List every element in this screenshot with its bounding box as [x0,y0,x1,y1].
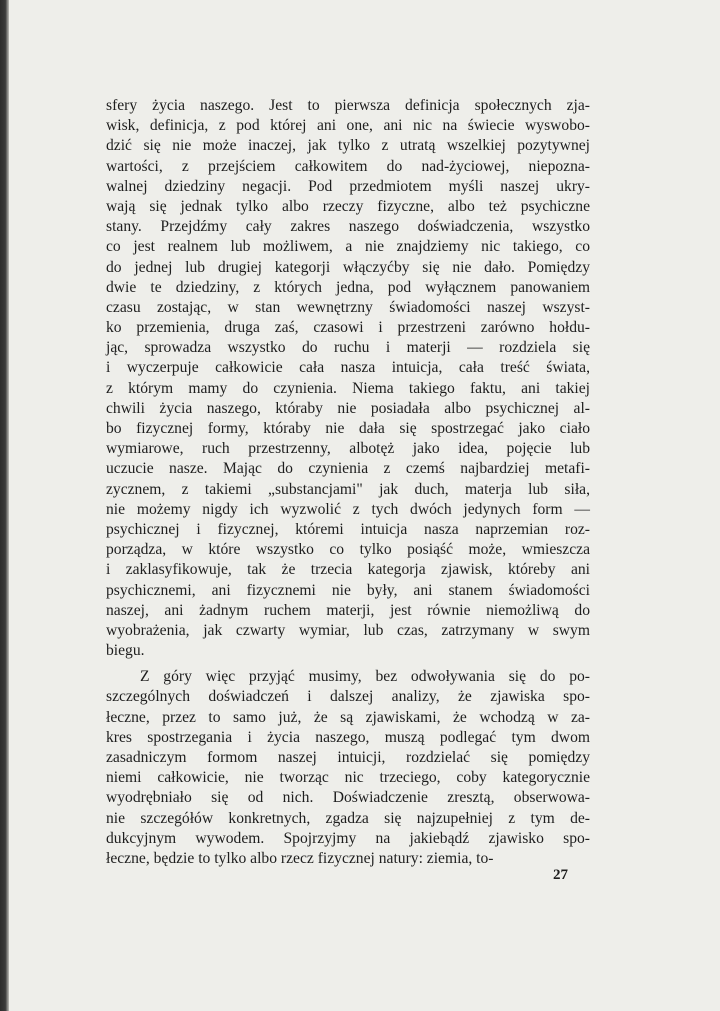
text-line: zasadniczym formom naszej intuicji, rozdzielać się pomiędzy [106,749,590,766]
text-line: kres spostrzegania i życia naszego, muszą podlegać tym dwom [106,728,590,746]
paragraph [106,667,590,869]
text-line: uczucie nasze. Mając do czynienia z czemś najbardziej metafi- [106,460,590,478]
text-line: psychicznemi, ani fizycznemi nie były, ani stanem świadomości [106,581,590,599]
text-line: do jednej lub drugiej kategorji włączyćby się nie dało. Pomiędzy [106,258,590,276]
text-line: biegu. [106,642,145,660]
text-line: sfery życia naszego. Jest to pierwsza definicja społecznych zja- [106,97,590,114]
text-line: wyobrażenia, jak czwarty wymiar, lub czas, zatrzymany w swym [106,621,590,639]
text-line: bo fizycznej formy, któraby nie dała się spostrzegać jako ciało [106,420,590,437]
text-line: i zaklasyfikowuje, tak że trzecia kategorja zjawisk, któreby ani [106,561,590,579]
page-number: 27 [553,867,568,883]
text-line: szczególnych doświadczeń i dalszej analizy, że zjawiska spo- [106,688,590,706]
text-line: dwie te dziedziny, z których jedna, pod wyłącznem panowaniem [106,278,590,296]
text-line: walnej dziedziny negacji. Pod przedmiotem myśli naszej ukry- [106,177,590,195]
text-line: łeczne, będzie to tylko albo rzecz fizycznej natury: ziemia, to- [106,849,494,867]
text-line: nie szczegółów konkretnych, zgadza się najzupełniej z tym de- [106,809,590,827]
paragraph [106,96,590,661]
text-line: jąc, sprowadza wszystko do ruchu i materji — rozdziela się [106,339,590,357]
text-line: Z góry więc przyjąć musimy, bez odwoływania się do po- [140,668,590,686]
text-line: wyodrębniało się od nich. Doświadczenie zresztą, obserwowa- [106,789,590,807]
text-line: co jest realnem lub możliwem, a nie znajdziemy nic takiego, co [106,238,590,256]
text-line: wisk, definicja, z pod której ani one, ani nic na świecie wyswobo- [106,117,590,135]
text-line: niemi całkowicie, nie tworząc nic trzeciego, coby kategorycznie [106,769,590,787]
text-line: i wyczerpuje całkowicie cała nasza intuicja, cała treść świata, [106,359,590,377]
text-line: dzić się nie może inaczej, jak tylko z utratą wszelkiej pozytywnej [106,137,590,155]
text-line: chwili życia naszego, któraby nie posiadała albo psychicznej al- [106,399,590,417]
body-text [106,96,590,869]
text-line: z którym mamy do czynienia. Niema takiego faktu, ani takiej [106,379,590,397]
text-line: porządza, w które wszystko co tylko posiąść może, wmieszcza [106,541,590,559]
text-line: czasu zostając, w stan wewnętrzny świadomości naszej wszyst- [106,298,590,316]
text-line: psychicznej i fizycznej, któremi intuicja nasza naprzemian roz- [106,520,590,538]
text-line: naszej, ani żadnym ruchem materji, jest równie niemożliwą do [106,601,590,619]
text-line: dukcyjnym wywodem. Spojrzyjmy na jakiebądź zjawisko spo- [106,829,590,847]
text-line: ko przemienia, druga zaś, czasowi i przestrzeni zarówno hołdu- [106,319,590,337]
text-line: wartości, z przejściem całkowitem do nad-życiowej, niepozna- [106,157,590,175]
text-line: nie możemy nigdy ich wyzwolić z tych dwóch jedynych form — [106,500,590,518]
text-line: wają się jednak tylko albo rzeczy fizyczne, albo też psychiczne [106,197,590,215]
text-line: zycznem, z takiemi „substancjami" jak duch, materja lub siła, [106,480,590,498]
book-spine-shadow [0,0,9,1011]
text-line: wymiarowe, ruch przestrzenny, albotęż jako idea, pojęcie lub [106,440,590,458]
text-line: łeczne, przez to samo już, że są zjawiskami, że wchodzą w za- [106,708,590,726]
text-line: stany. Przejdźmy cały zakres naszego doświadczenia, wszystko [106,218,590,236]
